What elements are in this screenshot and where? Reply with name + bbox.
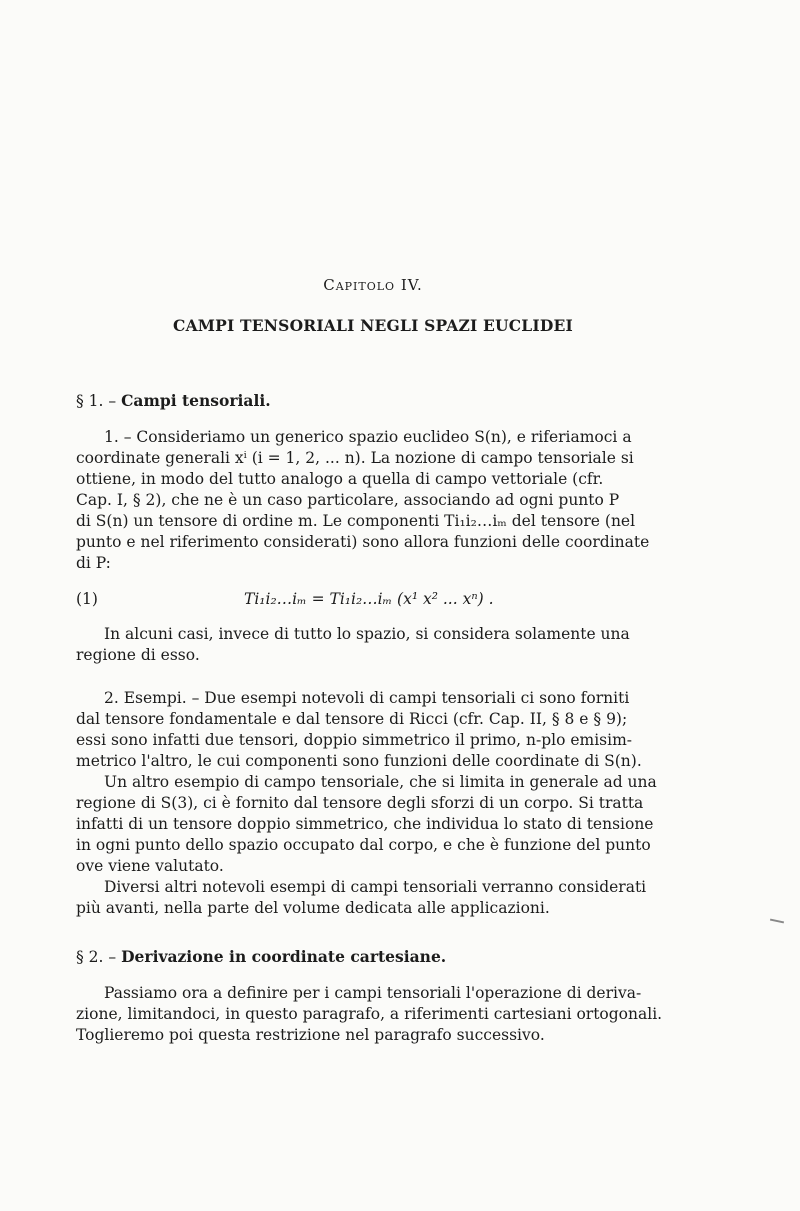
paragraph-2 bbox=[76, 624, 698, 666]
text-line: Diversi altri notevoli esempi di campi tensoriali verranno considerati bbox=[104, 878, 647, 896]
equation-number: (1) bbox=[76, 590, 98, 608]
text-line: infatti di un tensore doppio simmetrico, che individua lo stato di tensione bbox=[76, 815, 654, 833]
section-number: § 2. – bbox=[76, 948, 117, 966]
equation-body: Ti₁i₂…iₘ = Ti₁i₂…iₘ (x¹ x² ... xⁿ) . bbox=[244, 590, 494, 608]
text-line: regione di S(3), ci è fornito dal tensore degli sforzi di un corpo. Si tratta bbox=[76, 794, 644, 812]
text-line: ottiene, in modo del tutto analogo a quella di campo vettoriale (cfr. bbox=[76, 470, 604, 488]
paragraph-4 bbox=[76, 983, 698, 1046]
text-line: 1. – Consideriamo un generico spazio euclideo S(n), e riferiamoci a bbox=[104, 428, 632, 446]
text-line: essi sono infatti due tensori, doppio simmetrico il primo, n-plo emisim- bbox=[76, 731, 633, 749]
margin-pencil-mark bbox=[770, 919, 784, 924]
paragraph-1 bbox=[76, 427, 698, 574]
section-2-heading bbox=[76, 947, 446, 966]
text-line: Cap. I, § 2), che ne è un caso particolare, associando ad ogni punto P bbox=[76, 491, 620, 509]
text-line: Toglieremo poi questa restrizione nel paragrafo successivo. bbox=[76, 1026, 545, 1044]
text-line: punto e nel riferimento considerati) sono allora funzioni delle coordinate bbox=[76, 533, 650, 551]
text-line: di P: bbox=[76, 554, 111, 572]
text-line: 2. Esempi. – Due esempi notevoli di campi tensoriali ci sono forniti bbox=[104, 689, 630, 707]
text-line: più avanti, nella parte del volume dedicata alle applicazioni. bbox=[76, 899, 550, 917]
text-line: Passiamo ora a definire per i campi tensoriali l'operazione di deriva- bbox=[104, 984, 642, 1002]
text-line: metrico l'altro, le cui componenti sono funzioni delle coordinate di S(n). bbox=[76, 752, 642, 770]
text-line: dal tensore fondamentale e dal tensore di Ricci (cfr. Cap. II, § 8 e § 9); bbox=[76, 710, 628, 728]
text-line: Un altro esempio di campo tensoriale, che si limita in generale ad una bbox=[104, 773, 657, 791]
text-line: ove viene valutato. bbox=[76, 857, 224, 875]
section-number: § 1. – bbox=[76, 392, 117, 410]
section-1-heading bbox=[76, 391, 271, 410]
equation-1 bbox=[76, 590, 698, 616]
section-title: Campi tensoriali. bbox=[121, 391, 271, 410]
paragraph-3 bbox=[76, 688, 698, 919]
text-line: In alcuni casi, invece di tutto lo spazio, si considera solamente una bbox=[104, 625, 630, 643]
text-line: in ogni punto dello spazio occupato dal corpo, e che è funzione del punto bbox=[76, 836, 651, 854]
chapter-title: CAMPI TENSORIALI NEGLI SPAZI EUCLIDEI bbox=[173, 316, 573, 335]
section-title: Derivazione in coordinate cartesiane. bbox=[121, 947, 447, 966]
text-line: regione di esso. bbox=[76, 646, 200, 664]
text-line: di S(n) un tensore di ordine m. Le componenti Ti₁i₂…iₘ del tensore (nel bbox=[76, 512, 636, 530]
text-line: coordinate generali xⁱ (i = 1, 2, ... n). La nozione di campo tensoriale si bbox=[76, 449, 634, 467]
text-line: zione, limitandoci, in questo paragrafo, a riferimenti cartesiani ortogonali. bbox=[76, 1005, 663, 1023]
chapter-label: Capitolo IV. bbox=[323, 276, 423, 294]
